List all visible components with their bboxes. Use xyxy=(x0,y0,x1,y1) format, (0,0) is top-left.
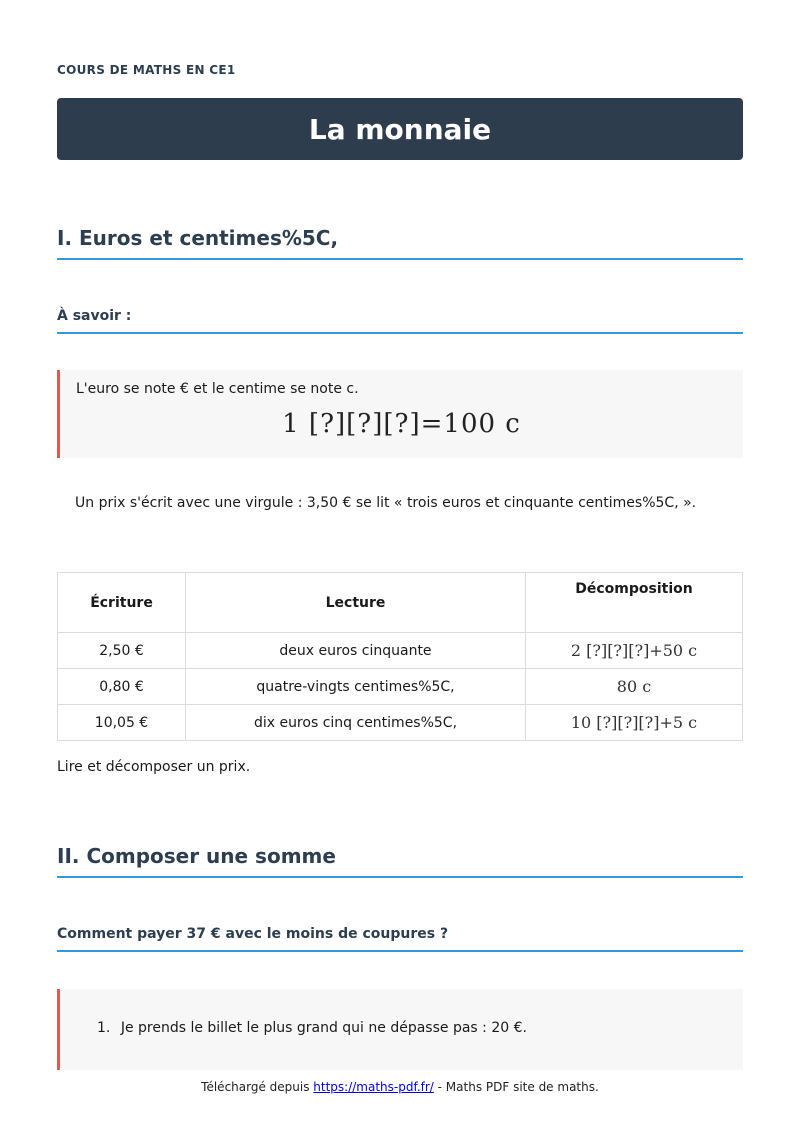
table-row xyxy=(58,633,743,669)
footer-link[interactable]: https://maths-pdf.fr/ xyxy=(313,1080,434,1094)
list-item-text: Je prends le billet le plus grand qui ne dépasse pas : 20 €. xyxy=(120,1020,527,1036)
table-row xyxy=(58,705,743,741)
price-paragraph: Un prix s'écrit avec une virgule : 3,50 € se lit « trois euros et cinquante centimes%5C, ». xyxy=(75,495,697,511)
method-box xyxy=(57,989,743,1070)
page-title: La monnaie xyxy=(308,112,492,146)
definition-formula: 1 [?][?][?]=100 c xyxy=(282,409,521,439)
cell-ecriture: 2,50 € xyxy=(58,633,186,669)
list-item xyxy=(97,1020,743,1036)
section-2-heading: II. Composer une somme xyxy=(57,844,743,878)
definition-text: L'euro se note € et le centime se note c. xyxy=(76,381,359,397)
section-1-heading: I. Euros et centimes%5C, xyxy=(57,226,743,260)
title-banner xyxy=(57,98,743,160)
footer-suffix: - Maths PDF site de maths. xyxy=(433,1080,599,1094)
price-table xyxy=(57,572,743,741)
section-2-subheading: Comment payer 37 € avec le moins de coupures ? xyxy=(57,926,743,952)
definition-box xyxy=(57,370,743,458)
col-header-ecriture: Écriture xyxy=(58,573,186,633)
cell-decomposition: 80 c xyxy=(526,669,743,705)
cell-lecture: deux euros cinquante xyxy=(186,633,526,669)
cell-decomposition: 10 [?][?][?]+5 c xyxy=(526,705,743,741)
cell-lecture: dix euros cinq centimes%5C, xyxy=(186,705,526,741)
page-footer xyxy=(0,1080,800,1094)
cell-ecriture: 0,80 € xyxy=(58,669,186,705)
list-item-number: 1. xyxy=(97,1020,111,1036)
footer-prefix: Téléchargé depuis xyxy=(201,1080,314,1094)
table-row xyxy=(58,669,743,705)
table-caption: Lire et décomposer un prix. xyxy=(57,759,251,775)
col-header-decomposition: Décomposition xyxy=(526,573,743,633)
col-header-lecture: Lecture xyxy=(186,573,526,633)
section-1-subheading: À savoir : xyxy=(57,308,743,334)
course-label: COURS DE MATHS EN CE1 xyxy=(57,63,236,77)
cell-ecriture: 10,05 € xyxy=(58,705,186,741)
cell-decomposition: 2 [?][?][?]+50 c xyxy=(526,633,743,669)
table-header-row xyxy=(58,573,743,633)
cell-lecture: quatre-vingts centimes%5C, xyxy=(186,669,526,705)
